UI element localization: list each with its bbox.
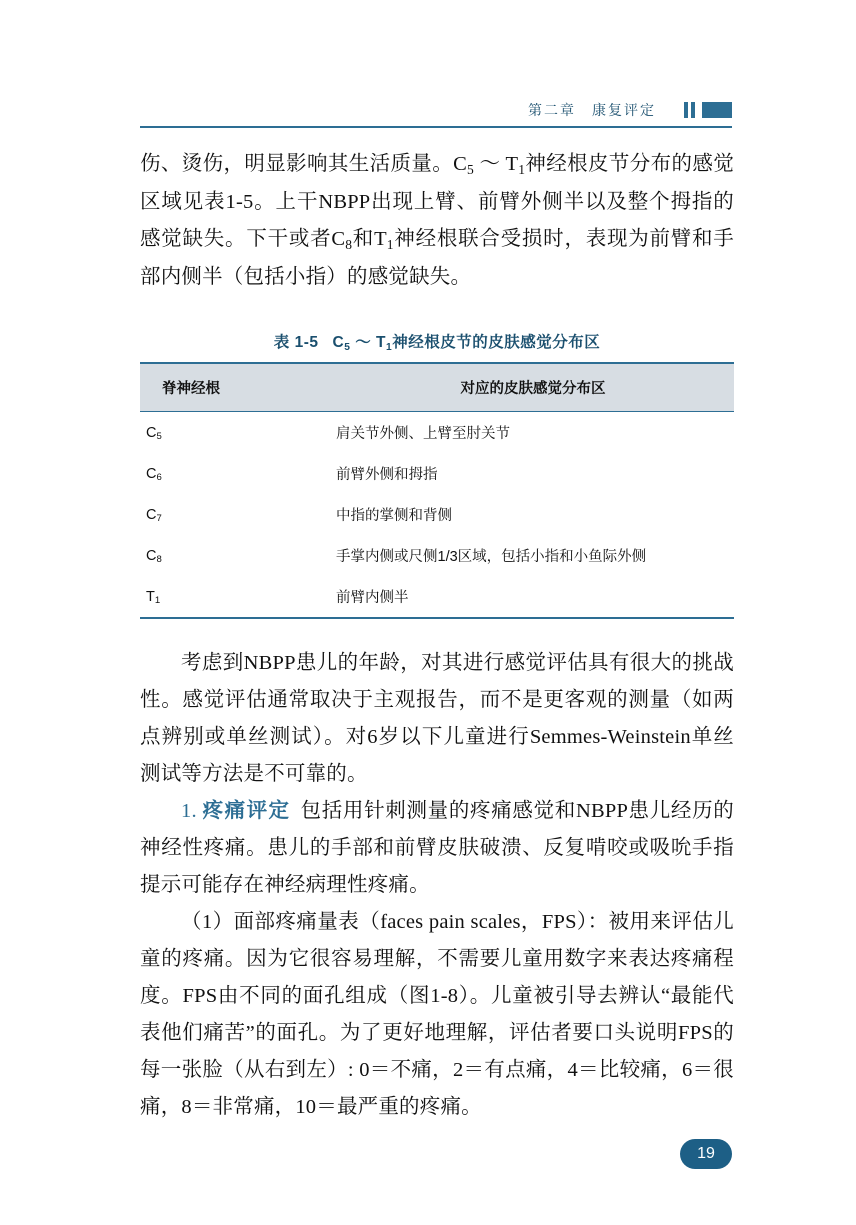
header-rule: [140, 126, 732, 128]
paragraph-item-1: [140, 793, 734, 904]
table-block: [140, 330, 734, 619]
table-cell-area: 前臂内侧半: [332, 576, 734, 618]
table-caption-post: 神经根皮节的皮肤感觉分布区: [392, 334, 601, 351]
para1-sub-c8: 8: [345, 236, 353, 252]
table-caption-mid: ～ T: [350, 334, 386, 351]
root-subscript: 5: [156, 431, 162, 443]
table-cell-root: [140, 494, 332, 535]
header-bar-icon: [684, 102, 688, 118]
table-cell-root: [140, 412, 332, 454]
table-row: [140, 535, 734, 576]
root-letter: C: [146, 465, 157, 482]
table-cell-area: 肩关节外侧、上臂至肘关节: [336, 426, 510, 442]
para1-sub-c5: 5: [467, 161, 475, 177]
page-content: [140, 146, 734, 1126]
paragraph-2: 考虑到NBPP患儿的年龄，对其进行感觉评估具有很大的挑战性。感觉评估通常取决于主观报告，而不是更客观的测量（如两点辨别或单丝测试）。对6岁以下儿童进行Semmes-Weinstein单丝测试等方法是不可靠的。: [140, 652, 734, 785]
table-header-row: [140, 363, 734, 412]
table-caption-sub1: 5: [344, 341, 351, 353]
table-cell-area: 中指的掌侧和背侧: [336, 508, 452, 524]
table-cell-area: 手掌内侧或尺侧1/3区域，包括小指和小鱼际外侧: [336, 549, 647, 565]
table-cell-root: [140, 453, 332, 494]
item-title: 疼痛评定: [202, 800, 291, 822]
root-subscript: 1: [154, 595, 161, 607]
para1-mid3: 和T: [352, 228, 387, 250]
spacer: [140, 619, 734, 645]
dermatome-table: [140, 362, 734, 619]
table-body: [140, 412, 734, 619]
root-letter: T: [146, 588, 155, 605]
table-col-header-root: 脊神经根: [140, 363, 332, 412]
header-block-icon: [702, 102, 732, 118]
table-row: [140, 453, 734, 494]
para1-tail: 神经根联合受损时，表现为前臂和手部内侧半（包括小指）的感觉缺失。: [140, 228, 734, 288]
root-letter: C: [146, 506, 157, 523]
para1-sub-t1: 1: [518, 161, 526, 177]
item-number: 1.: [181, 800, 197, 822]
spacer: [140, 296, 734, 326]
header-bar-icon: [691, 102, 695, 118]
para1-mid1: ～ T: [474, 153, 519, 175]
paragraph-3: （1）面部疼痛量表（faces pain scales，FPS）：被用来评估儿童的疼痛。因为它很容易理解，不需要儿童用数字来表达疼痛程度。FPS由不同的面孔组成（图1-8）。儿童被引导去辨认“最能代表他们痛苦”的面孔。为了更好地理解，评估者要口头说明FPS的每一张脸（从右到左）: 0＝不痛，2＝有点痛，4＝比较痛，6＝很痛，8＝非常痛，10＝最严重的疼痛。: [140, 911, 734, 1118]
root-letter: C: [146, 547, 157, 564]
table-caption-pre: C: [332, 334, 345, 351]
item-text: 包括用针刺测量的疼痛感觉和NBPP患儿经历的神经性疼痛。患儿的手部和前臂皮肤破溃、反复啃咬或吸吮手指提示可能存在神经病理性疼痛。: [140, 800, 734, 896]
table-row: [140, 494, 734, 535]
root-subscript: 6: [156, 472, 162, 484]
page-header: [140, 100, 732, 134]
para1-mid2: 神经根皮节分布的感觉区域见表1-5。上干NBPP出现上臂、前臂外侧半以及整个拇指的感觉缺失。下干或者C: [140, 153, 735, 250]
table-cell-area: 前臂外侧和拇指: [336, 467, 438, 483]
header-decoration: [684, 102, 732, 118]
table-caption-number: 表 1-5: [273, 334, 319, 351]
root-subscript: 7: [156, 513, 162, 525]
table-cell-root: [140, 576, 332, 618]
header-chapter-title: 第二章 康复评定: [528, 102, 656, 118]
para1-prefix: 伤、烫伤，明显影响其生活质量。C: [140, 153, 468, 175]
page-number-badge: 19: [680, 1139, 732, 1169]
table-caption-sub2: 1: [386, 341, 393, 353]
para1-sub-t1b: 1: [386, 236, 394, 252]
table-caption: [140, 330, 734, 352]
table-head: [140, 363, 734, 412]
table-col-header-area: 对应的皮肤感觉分布区: [332, 363, 734, 412]
table-row: [140, 576, 734, 618]
table-row: [140, 412, 734, 454]
paragraph-1: [140, 146, 734, 296]
root-letter: C: [146, 424, 157, 441]
table-cell-root: [140, 535, 332, 576]
root-subscript: 8: [156, 554, 162, 566]
